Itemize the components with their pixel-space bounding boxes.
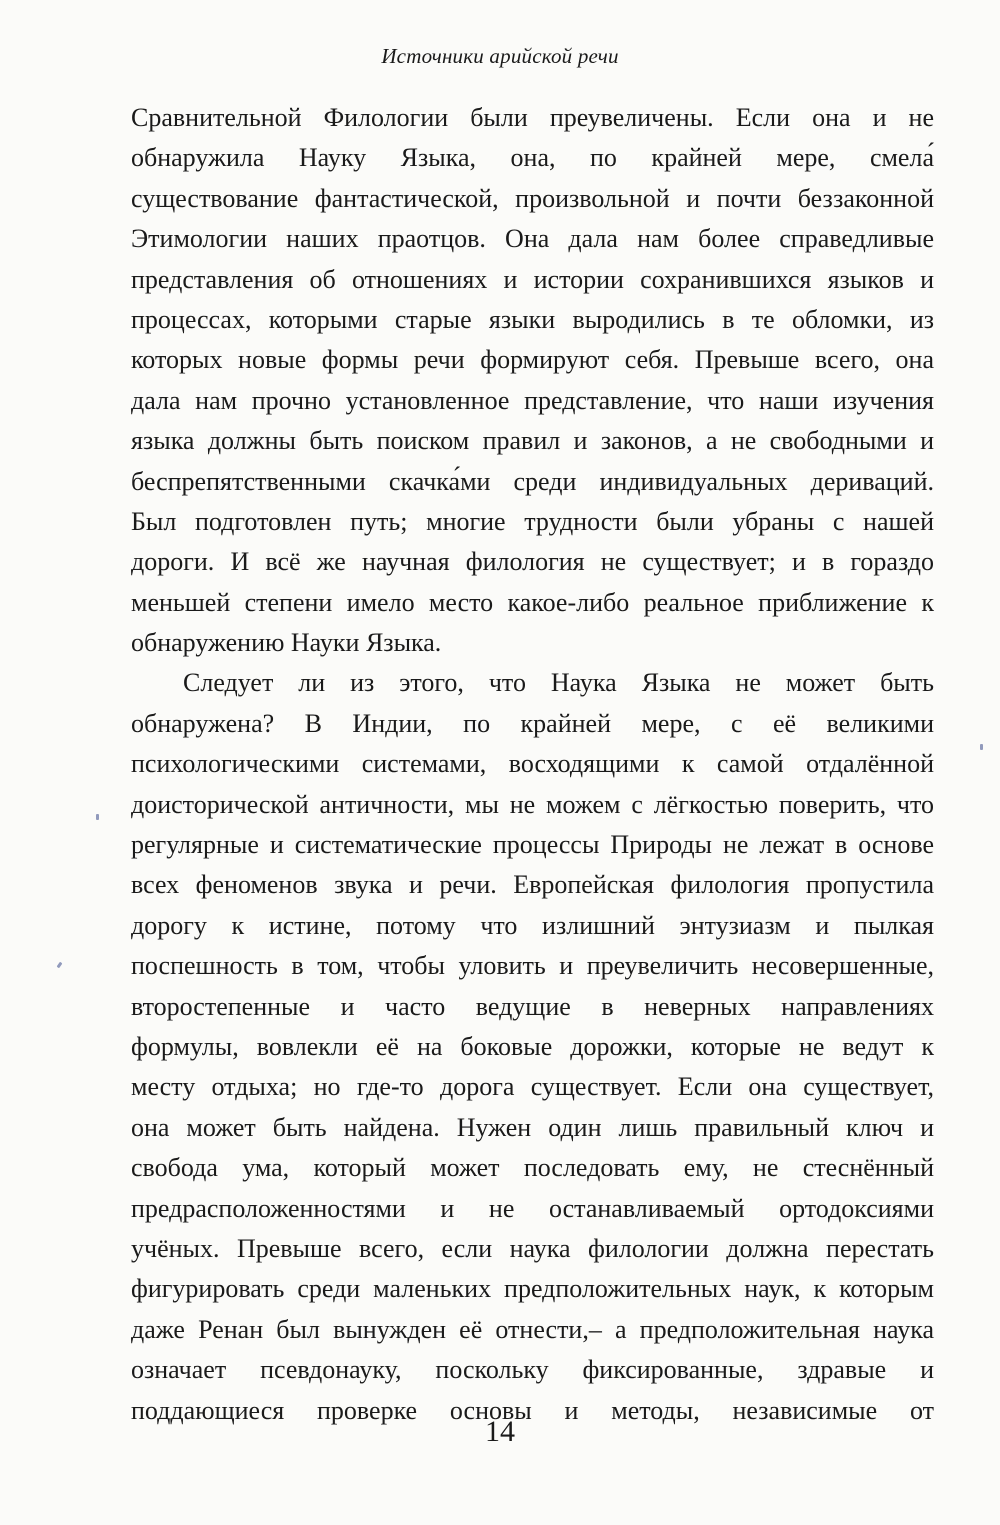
text-line: представления об отношениях и истории сохранившихся языков и: [131, 264, 934, 294]
text-line: дала нам прочно установленное представление, что наши изучения: [131, 385, 934, 415]
text-line: месту отдыха; но где-то дорога существует. Если она существует,: [131, 1072, 934, 1102]
text-line: Следует ли из этого, что Наука Языка не может быть: [183, 668, 934, 698]
text-line: свобода ума, который может последовать ему, не стеснённый: [131, 1153, 934, 1183]
text-line: второстепенные и часто ведущие в неверных направлениях: [131, 991, 934, 1021]
text-line: поддающиеся проверке основы и методы, независимые от: [131, 1395, 934, 1425]
text-line: учёных. Превыше всего, если наука филологии должна перестать: [131, 1233, 934, 1263]
text-line: Сравнительной Филологии были преувеличены. Если она и не: [131, 103, 934, 132]
text-line: Этимологии наших праотцов. Она дала нам более справедливые: [131, 224, 934, 254]
body-text: [131, 98, 934, 1431]
text-line: обнаружила Науку Языка, она, по крайней мере, смела́: [131, 143, 934, 173]
text-line: которых новые формы речи формируют себя. Превыше всего, она: [131, 345, 934, 375]
text-line: процессах, которыми старые языки выродились в те обломки, из: [131, 304, 934, 334]
paragraph-1: [131, 98, 934, 663]
text-line: формулы, вовлекли её на боковые дорожки, которые не ведут к: [131, 1031, 934, 1061]
text-line: существование фантастической, произвольной и почти беззаконной: [131, 183, 934, 213]
text-line: доисторической античности, мы не можем с лёгкостью поверить, что: [131, 789, 934, 819]
text-line: поспешность в том, чтобы уловить и преувеличить несовершенные,: [131, 951, 934, 981]
text-line: Был подготовлен путь; многие трудности были убраны с нашей: [131, 506, 934, 536]
text-line: меньшей степени имело место какое-либо реальное приближение к: [131, 587, 934, 617]
text-line: она может быть найдена. Нужен один лишь правильный ключ и: [131, 1112, 934, 1142]
scan-speck: [980, 744, 983, 750]
text-line: предрасположенностями и не останавливаемый ортодоксиями: [131, 1193, 934, 1223]
text-line: даже Ренан был вынужден её отнести,– а предположительная наука: [131, 1314, 934, 1344]
text-line: всех феноменов звука и речи. Европейская филология пропустила: [131, 870, 934, 900]
paragraph-2: [131, 663, 934, 1430]
text-line: обнаружена? В Индии, по крайней мере, с её великими: [131, 708, 934, 738]
scan-speck: [57, 962, 63, 969]
text-line: языка должны быть поиском правил и законов, а не свободными и: [131, 426, 934, 456]
page-number: 14: [485, 1415, 515, 1448]
scan-speck: [96, 814, 99, 820]
text-line: означает псевдонауку, поскольку фиксированные, здравые и: [131, 1355, 934, 1385]
text-line: дорогу к истине, потому что излишний энтузиазм и пылкая: [131, 910, 934, 940]
text-line: обнаружению Науки Языка.: [131, 628, 442, 658]
text-line: дороги. И всё же научная филология не существует; и в гораздо: [131, 547, 934, 577]
text-line: беспрепятственными скачка́ми среди индивидуальных дериваций.: [131, 466, 934, 496]
text-line: фигурировать среди маленьких предположительных наук, к которым: [131, 1274, 934, 1304]
text-line: регулярные и систематические процессы Природы не лежат в основе: [131, 830, 934, 860]
text-line: психологическими системами, восходящими к самой отдалённой: [131, 749, 934, 779]
running-header: Источники арийской речи: [381, 44, 619, 68]
